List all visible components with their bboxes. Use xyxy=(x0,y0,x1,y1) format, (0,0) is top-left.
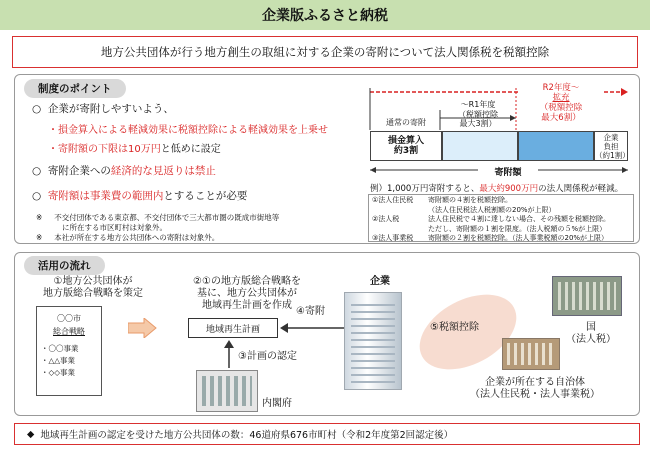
step-3: ③計画の認定 xyxy=(238,351,297,362)
cabinet-windows xyxy=(202,376,252,406)
point-1 xyxy=(32,101,174,116)
page-title: 企業版ふるさと納税 xyxy=(0,0,650,30)
bullet: ○ xyxy=(32,165,42,177)
step-2c: 地域再生計画を作成 xyxy=(202,300,292,311)
nation-label xyxy=(566,322,616,346)
step-1a: ①地方公共団体が xyxy=(53,276,133,287)
doc-item: ・〇〇事業 xyxy=(41,344,79,353)
footer-text: 地域再生計画の認定を受けた地方公共団体の数：46道府県676市町村（令和2年度第2回認定後） xyxy=(40,430,454,441)
example-post: の法人関係税が軽減。 xyxy=(538,184,624,194)
donation-arrow-right xyxy=(622,167,628,173)
bullet: ○ xyxy=(32,190,42,202)
loss-a: 損金算入 xyxy=(387,136,424,146)
note-2-text: 本社が所在する地方公共団体への寄附は対象外。 xyxy=(54,233,220,242)
company-windows xyxy=(351,299,395,383)
r2-label-c: （税額控除 xyxy=(539,103,583,113)
point-2-red: 経済的な見返りは禁止 xyxy=(110,165,216,177)
r2-arrow-head xyxy=(621,88,628,96)
point-1a: ・損金算入による軽減効果に税額控除による軽減効果を上乗せ xyxy=(48,125,328,136)
point-3-rest: とすることが必要 xyxy=(163,190,248,202)
burden-c: （約1割） xyxy=(595,150,630,160)
local-gov-label xyxy=(460,377,610,401)
company-building-icon xyxy=(344,292,402,390)
burden-cell xyxy=(594,131,628,161)
point-1b xyxy=(48,140,221,155)
step-4: ④寄附 xyxy=(296,306,325,317)
step-2a: ②①の地方版総合戦略を xyxy=(193,276,301,287)
donation-arrow-icon xyxy=(280,318,350,338)
legend-value: 法人住民税で４割に達しない場合、その残額を税額控除。 xyxy=(428,215,610,223)
donation-arrow-left xyxy=(370,167,376,173)
company-label: 企業 xyxy=(370,276,390,287)
point-2 xyxy=(32,163,216,178)
r1-label-c: 最大3割） xyxy=(459,119,497,128)
legend-row xyxy=(372,234,630,244)
local-b: （法人住民税・法人事業税） xyxy=(470,389,600,400)
r2-label-a: R2年度～ xyxy=(542,83,580,93)
doc-city: 〇〇市 xyxy=(57,314,81,323)
example-pre: 例）1,000万円寄附すると、 xyxy=(370,184,480,194)
r1-label-a: ～R1年度 xyxy=(460,100,496,109)
legend-rows xyxy=(372,196,630,244)
bullet: ○ xyxy=(32,103,42,115)
footer-mark: ◆ xyxy=(27,428,35,440)
note-mark: ※ xyxy=(36,233,43,242)
lead-statement: 地方公共団体が行う地方創生の取組に対する企業の寄附について法人関係税を税額控除 xyxy=(12,36,638,68)
legend-key xyxy=(372,225,428,235)
points-header: 制度のポイント xyxy=(24,79,126,98)
point-1-text: 企業が寄附しやすいよう、 xyxy=(47,103,174,115)
note-2 xyxy=(36,232,219,243)
note-1a: 不交付団体である東京都、不交付団体で三大都市圏の既成市街地等 xyxy=(54,213,280,222)
nation-b: （法人税） xyxy=(566,334,616,345)
doc-title: 総合戦略 xyxy=(53,327,85,336)
burden-b: 負担 xyxy=(603,141,619,151)
r1-label-b: （税額控除 xyxy=(458,109,498,119)
plan-box: 地域再生計画 xyxy=(188,318,278,338)
point-3-red: 寄附額は事業費の範囲内 xyxy=(47,190,164,202)
note-1b: に所在する市区町村は対象外。 xyxy=(62,223,167,232)
nation-building-icon xyxy=(552,276,622,316)
note-mark: ※ xyxy=(36,213,43,222)
r1-credit-cell xyxy=(442,131,518,161)
legend-row xyxy=(372,215,630,225)
arrow-right-icon xyxy=(128,318,158,338)
step-5: ⑤税額控除 xyxy=(430,322,479,333)
doc-items xyxy=(41,343,97,379)
legend-key: ①法人住民税 xyxy=(372,196,414,204)
nation-a: 国 xyxy=(586,322,596,333)
step-1 xyxy=(24,276,162,300)
example-red: 最大約900万円 xyxy=(479,184,539,194)
usage-header: 活用の流れ xyxy=(24,256,105,275)
loss-deduction-cell xyxy=(370,131,442,161)
step-2b: 基に、地方公共団体が xyxy=(197,288,297,299)
point-3 xyxy=(32,188,247,203)
point-2-pre: 寄附企業への xyxy=(47,165,111,177)
doc-item: ・◇◇事業 xyxy=(41,368,76,377)
legend-value: 寄附額の２割を税額控除。（法人事業税額の20%が上限） xyxy=(428,234,609,242)
legend-row xyxy=(372,196,630,206)
local-gov-windows xyxy=(507,343,555,365)
legend-row xyxy=(372,225,630,235)
r1-label xyxy=(440,100,516,129)
nation-windows xyxy=(558,282,616,310)
legend-key: ③法人事業税 xyxy=(372,234,414,242)
legend-value: （法人住民税法人税割額の20%が上限） xyxy=(428,205,556,214)
step-1b: 地方版総合戦略を策定 xyxy=(43,288,143,299)
footer-note xyxy=(14,423,640,445)
legend-key: ②法人税 xyxy=(372,215,400,223)
legend-value: ただし、寄附額の１割を限度。（法人税額の５%が上限） xyxy=(428,224,607,233)
r2-label xyxy=(518,83,604,123)
loss-b: 約3割 xyxy=(393,146,419,156)
donation-label: 寄附額 xyxy=(478,165,538,178)
cabinet-label: 内閣府 xyxy=(262,398,292,409)
arrow-up-icon xyxy=(222,340,236,370)
cabinet-building-icon xyxy=(196,370,258,412)
point-1b-red: ・寄附額の下限は10万円 xyxy=(48,144,161,155)
r2-label-b: 拡充 xyxy=(552,93,570,103)
legend-box xyxy=(368,194,634,242)
burden-a: 企業 xyxy=(603,132,619,142)
local-a: 企業が所在する自治体 xyxy=(485,377,585,388)
normal-label: 通常の寄附 xyxy=(386,118,426,127)
r2-label-d: 最大6割） xyxy=(541,113,581,123)
strategy-document-icon xyxy=(36,306,102,396)
doc-item: ・△△事業 xyxy=(41,356,76,365)
example-text xyxy=(370,182,623,194)
point-1b-rest: と低めに設定 xyxy=(160,144,221,155)
r2-credit-cell xyxy=(518,131,594,161)
legend-key xyxy=(372,206,428,216)
legend-row xyxy=(372,206,630,216)
local-gov-building-icon xyxy=(502,338,560,370)
legend-value: 寄附額の４割を税額控除。 xyxy=(428,196,512,204)
